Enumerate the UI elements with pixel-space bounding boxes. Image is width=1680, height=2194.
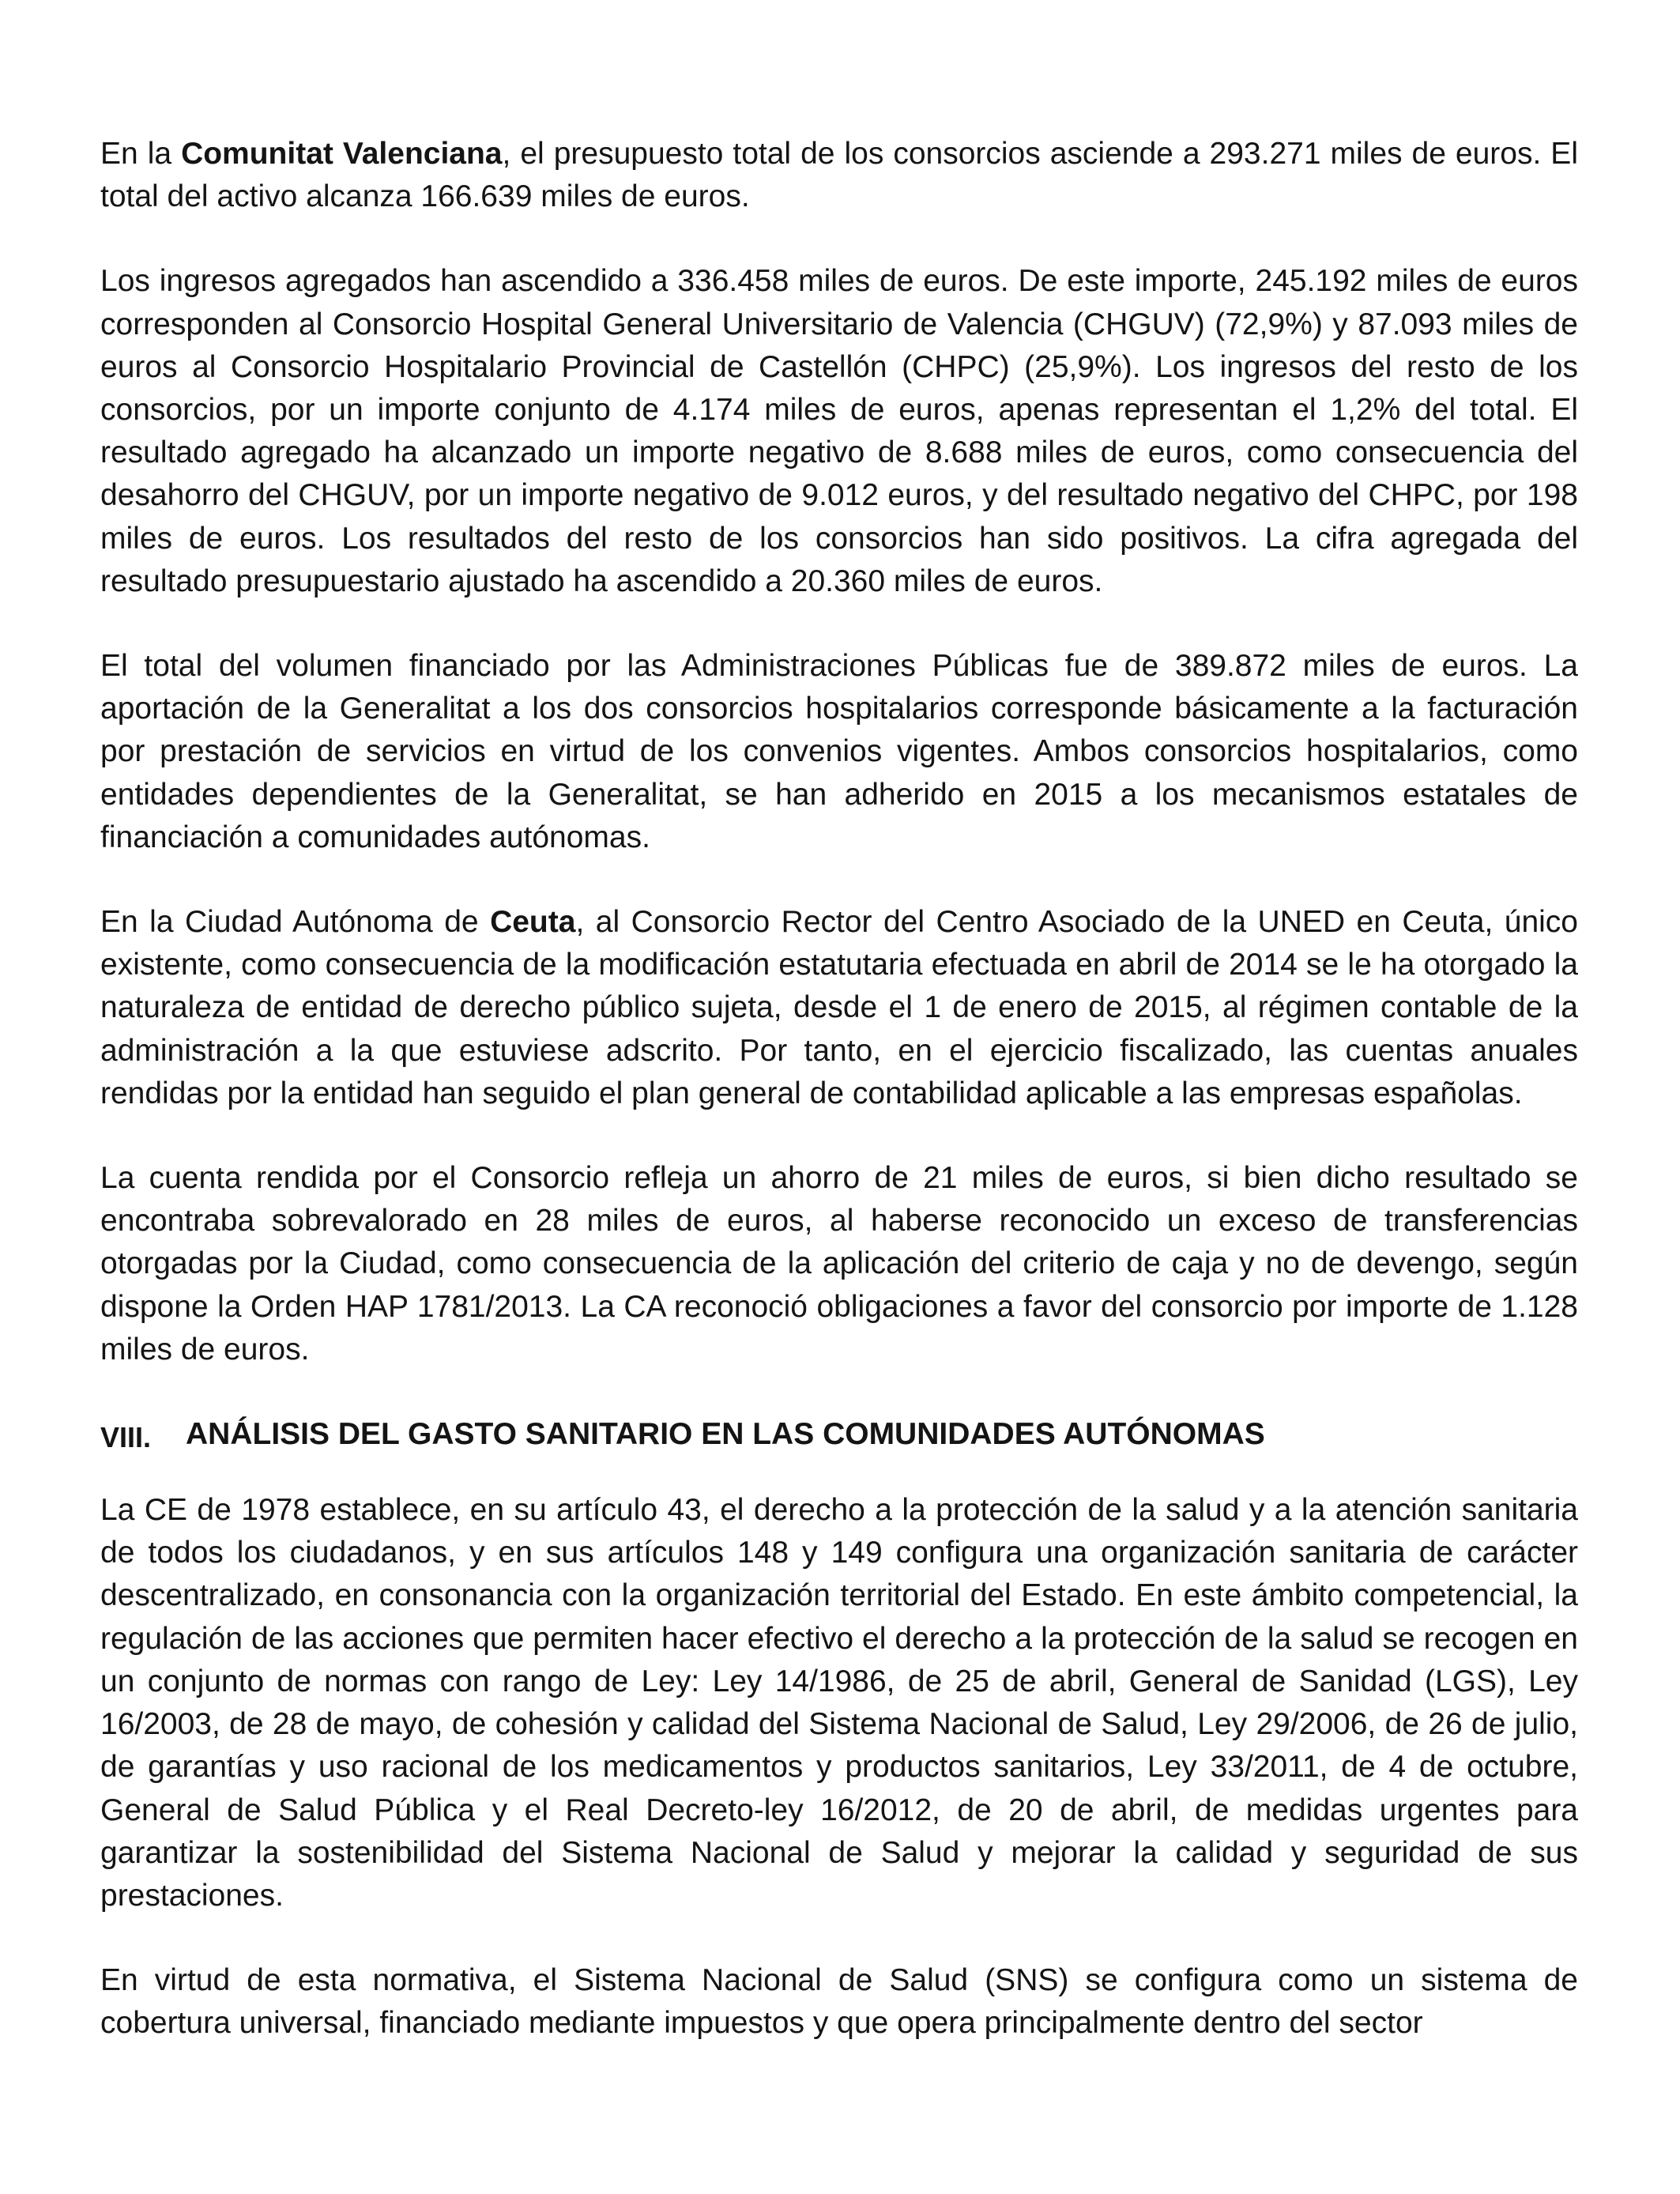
paragraph-sns-normativa: En virtud de esta normativa, el Sistema Nacional de Salud (SNS) se configura como un sistema de cobertura universal, financiado mediante impuestos y que opera principalmente dentro del sector xyxy=(100,1963,1578,2041)
paragraph-ceuta-consorcio xyxy=(100,901,1578,1115)
paragraph-volumen-financiado: El total del volumen financiado por las Administraciones Públicas fue de 389.872 miles de euros. La aportación de la Generalitat a los dos consorcios hospitalarios corresponde básicamente a la facturación por prestación de servicios en virtud de los convenios vigentes. Ambos consorcios hospitalarios, como entidades dependientes de la Generalitat, se han adherido en 2015 a los mecanismos estatales de financiación a comunidades autónomas. xyxy=(100,649,1578,854)
paragraph-text: En la xyxy=(100,137,182,171)
paragraph-ce-1978: La CE de 1978 establece, en su artículo 43, el derecho a la protección de la salud y a la atención sanitaria de todos los ciudadanos, y en sus artículos 148 y 149 configura una organización sanitaria de carácter descentralizado, en consonancia con la organización territorial del Estado. En este ámbito competencial, la regulación de las acciones que permiten hacer efectivo el derecho a la protección de la salud se recogen en un conjunto de normas con rango de Ley: Ley 14/1986, de 25 de abril, General de Sanidad (LGS), Ley 16/2003, de 28 de mayo, de cohesión y calidad del Sistema Nacional de Salud, Ley 29/2006, de 26 de julio, de garantías y uso racional de los medicamentos y productos sanitarios, Ley 33/2011, de 4 de octubre, General de Salud Pública y el Real Decreto-ley 16/2012, de 20 de abril, de medidas urgentes para garantizar la sostenibilidad del Sistema Nacional de Salud y mejorar la calidad y seguridad de sus prestaciones. xyxy=(100,1493,1578,1913)
section-title: ANÁLISIS DEL GASTO SANITARIO EN LAS COMUNIDADES AUTÓNOMAS xyxy=(186,1417,1265,1452)
document-body xyxy=(100,133,1578,2087)
section-number: VIII. xyxy=(100,1421,152,1454)
paragraph-text: , el presupuesto total de los consorcios asciende a 293.271 miles de euros. El total del activo alcanza 166.639 miles de euros. xyxy=(100,137,1578,214)
region-name-ceuta: Ceuta xyxy=(490,905,576,940)
paragraph-text: , al Consorcio Rector del Centro Asociado de la UNED en Ceuta, único existente, como consecuencia de la modificación estatutaria efectuada en abril de 2014 se le ha otorgado la naturaleza de entidad de derecho público sujeta, desde el 1 de enero de 2015, al régimen contable de la administración a la que estuviese adscrito. Por tanto, en el ejercicio fiscalizado, las cuentas anuales rendidas por la entidad han seguido el plan general de contabilidad aplicable a las empresas españolas. xyxy=(100,905,1578,1110)
paragraph-cuenta-rendida: La cuenta rendida por el Consorcio refleja un ahorro de 21 miles de euros, si bien dicho resultado se encontraba sobrevalorado en 28 miles de euros, al haberse reconocido un exceso de transferencias otorgadas por la Ciudad, como consecuencia de la aplicación del criterio de caja y no de devengo, según dispone la Orden HAP 1781/2013. La CA reconoció obligaciones a favor del consorcio por importe de 1.128 miles de euros. xyxy=(100,1161,1578,1367)
region-name-comunitat-valenciana: Comunitat Valenciana xyxy=(181,137,503,171)
paragraph-text: En la Ciudad Autónoma de xyxy=(100,905,491,940)
section-heading xyxy=(100,1413,1578,1459)
paragraph-comunitat-valenciana-budget xyxy=(100,133,1578,218)
paragraph-ingresos-agregados: Los ingresos agregados han ascendido a 336.458 miles de euros. De este importe, 245.192 miles de euros corresponden al Consorcio Hospital General Universitario de Valencia (CHGUV) (72,9%) y 87.093 miles de euros al Consorcio Hospitalario Provincial de Castellón (CHPC) (25,9%). Los ingresos del resto de los consorcios, por un importe conjunto de 4.174 miles de euros, apenas representan el 1,2% del total. El resultado agregado ha alcanzado un importe negativo de 8.688 miles de euros, como consecuencia del desahorro del CHGUV, por un importe negativo de 9.012 euros, y del resultado negativo del CHPC, por 198 miles de euros. Los resultados del resto de los consorcios han sido positivos. La cifra agregada del resultado presupuestario ajustado ha ascendido a 20.360 miles de euros. xyxy=(100,264,1578,598)
